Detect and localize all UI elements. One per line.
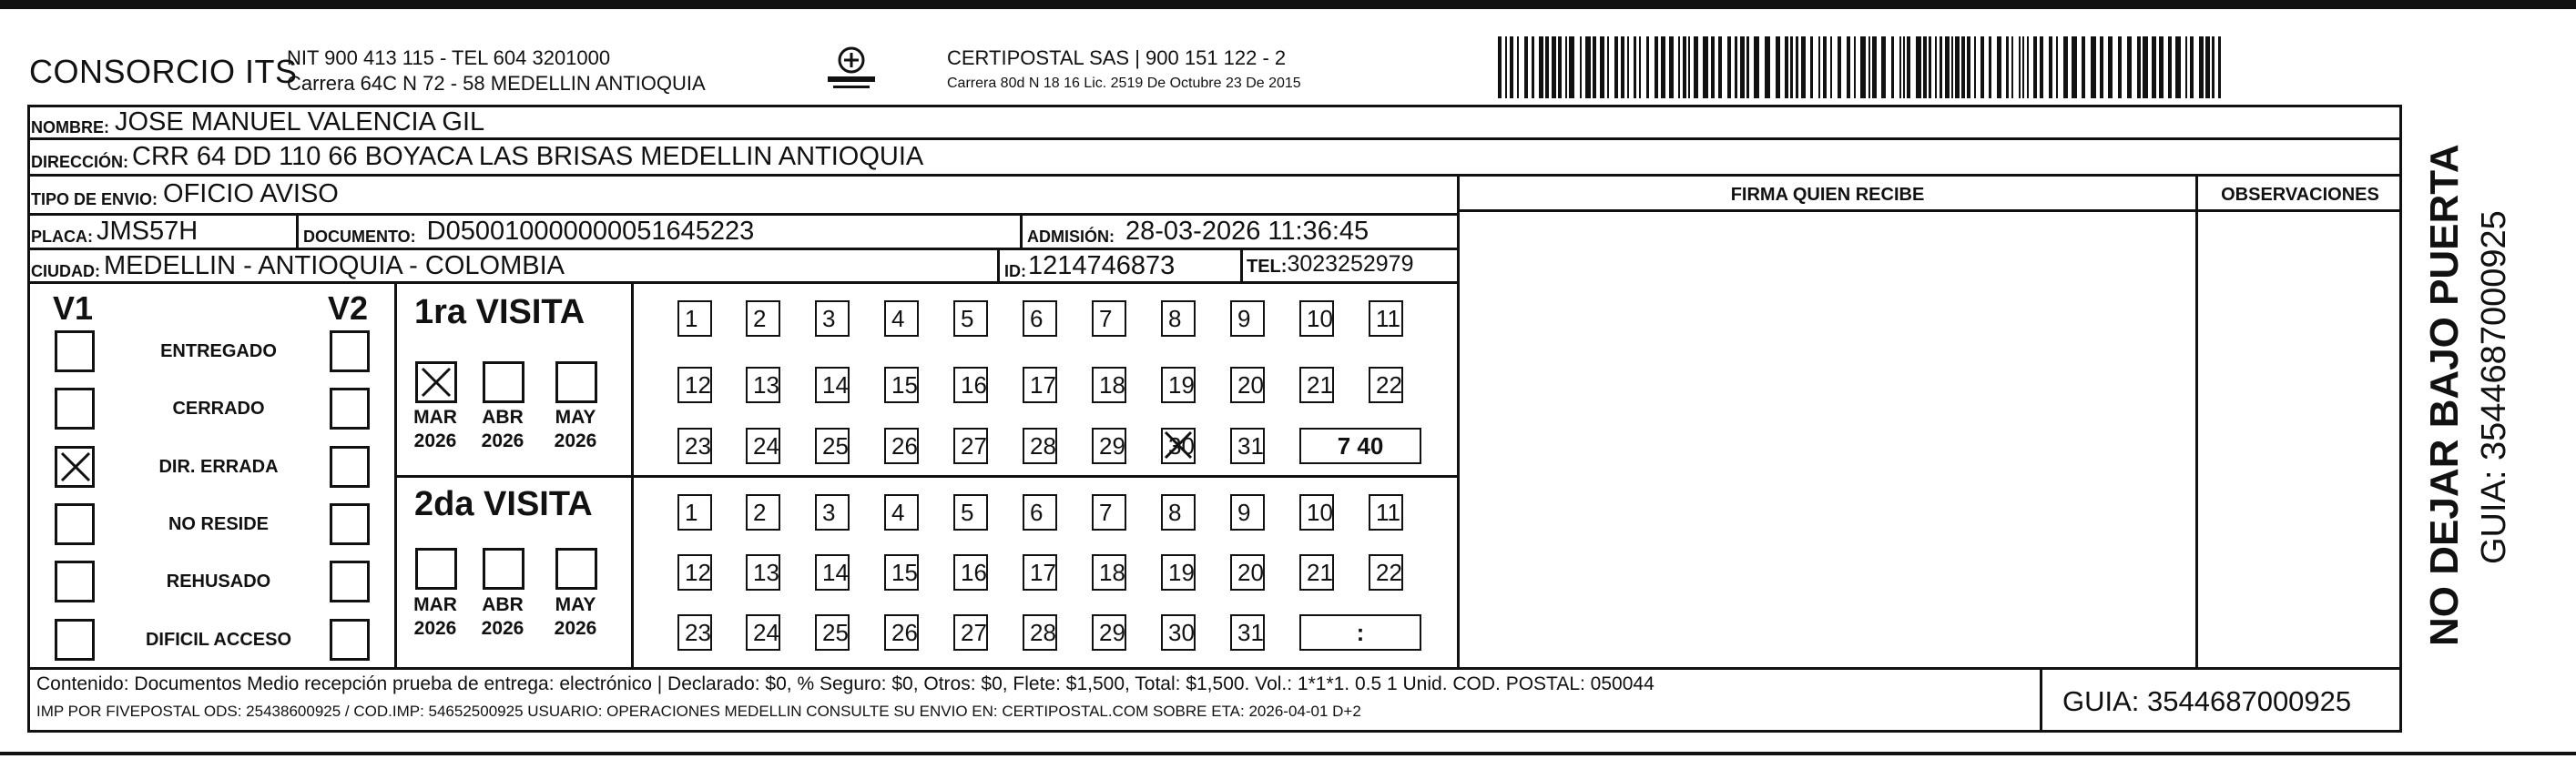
month-year: 2026 — [481, 430, 524, 451]
month-name: MAR — [413, 594, 457, 615]
day-box: 3 — [815, 494, 850, 531]
company-name: CONSORCIO ITS — [29, 53, 298, 90]
day-box: 18 — [1092, 554, 1126, 591]
day-box: 11 — [1369, 494, 1403, 531]
day-box: 6 — [1023, 494, 1057, 531]
day-box: 4 — [884, 494, 919, 531]
day-box: 2 — [746, 300, 780, 337]
company-nit: NIT 900 413 115 - TEL 604 3201000 — [287, 46, 611, 69]
cell-divider — [997, 248, 1000, 281]
v2-checkbox — [330, 503, 370, 545]
day-box: 2 — [746, 494, 780, 531]
month-checkbox — [415, 361, 457, 403]
direccion-row — [31, 142, 923, 172]
day-box: 7 — [1092, 300, 1126, 337]
day-box: 15 — [884, 367, 919, 403]
ciudad-cell — [31, 251, 565, 281]
v2-checkbox — [330, 446, 370, 488]
top-border — [0, 0, 2576, 9]
month-name: MAY — [555, 407, 596, 428]
month-name: ABR — [482, 407, 524, 428]
day-box: 24 — [746, 614, 780, 651]
id-value: 1214746873 — [1028, 251, 1176, 280]
day-box: 8 — [1161, 300, 1196, 337]
status-label: CERRADO — [172, 399, 265, 419]
v1-checkbox — [55, 561, 95, 602]
month-label — [548, 406, 603, 453]
footer-imp: IMP POR FIVEPOSTAL ODS: 25438600925 / COD.IMP: 54652500925 USUARIO: OPERACIONES MEDELLIN CONSULTE SU ENVIO EN: CERTIPOSTAL.COM SOBRE ETA: 2026-04-01 D+2 — [36, 703, 1361, 720]
day-box: 7 — [1092, 494, 1126, 531]
month-year: 2026 — [554, 618, 597, 639]
x-check-mark — [1163, 430, 1194, 460]
x-check-mark — [59, 450, 92, 483]
day-box: 27 — [953, 428, 988, 464]
month-year: 2026 — [481, 618, 524, 639]
tel-label: TEL: — [1247, 257, 1288, 277]
day-box: 19 — [1161, 554, 1196, 591]
observaciones-header: OBSERVACIONES — [2221, 185, 2379, 205]
month-day-divider — [631, 281, 634, 667]
nombre-value: JOSE MANUEL VALENCIA GIL — [115, 107, 485, 137]
month-checkbox — [555, 548, 597, 590]
tipo-envio-label: TIPO DE ENVIO: — [31, 190, 158, 208]
day-box: 31 — [1230, 428, 1265, 464]
month-year: 2026 — [413, 618, 457, 639]
day-box: 5 — [953, 300, 988, 337]
id-label: ID: — [1004, 262, 1026, 280]
day-box: 27 — [953, 614, 988, 651]
day-box: 28 — [1023, 428, 1057, 464]
day-box: 20 — [1230, 554, 1265, 591]
month-label — [408, 406, 463, 453]
v2-header: V2 — [328, 289, 369, 327]
status-label: NO RESIDE — [168, 514, 270, 534]
day-box: 23 — [677, 614, 712, 651]
time-box: 7 40 — [1299, 428, 1421, 464]
day-box: 29 — [1092, 614, 1126, 651]
no-dejar-bajo-puerta-notice: NO DEJAR BAJO PUERTA — [2422, 144, 2467, 646]
day-box: 29 — [1092, 428, 1126, 464]
day-box: 3 — [815, 300, 850, 337]
status-visit-divider — [394, 281, 397, 667]
v1-header: V1 — [53, 289, 94, 327]
day-box: 9 — [1230, 300, 1265, 337]
month-year: 2026 — [554, 430, 597, 451]
v2-checkbox — [330, 330, 370, 372]
documento-cell — [303, 217, 754, 247]
footer-content: Contenido: Documentos Medio recepción prueba de entrega: electrónico | Declarado: $0, % Seguro: $0, Otros: $0, Flete: $1,500, Total: $1,500. Vol.: 1*1*1. 0.5 1 Unid. COD. POSTAL: 050044 — [36, 673, 1655, 694]
day-box: 30 — [1161, 428, 1196, 464]
column-divider — [1457, 177, 1460, 669]
v1-checkbox — [55, 503, 95, 545]
cell-divider — [1020, 213, 1023, 248]
month-label — [548, 593, 603, 641]
month-label — [475, 406, 530, 453]
day-box: 25 — [815, 428, 850, 464]
cell-divider — [1240, 248, 1243, 281]
column-header-divider — [1457, 209, 2402, 212]
row-divider — [27, 213, 1457, 216]
day-box: 4 — [884, 300, 919, 337]
v2-checkbox — [330, 561, 370, 602]
documento-label: DOCUMENTO: — [303, 228, 416, 246]
day-box: 14 — [815, 554, 850, 591]
nombre-row — [31, 107, 484, 137]
v1-checkbox — [55, 619, 95, 661]
month-label — [408, 593, 463, 641]
id-cell — [1004, 251, 1175, 281]
day-box: 13 — [746, 367, 780, 403]
day-box: 22 — [1369, 554, 1403, 591]
day-box: 17 — [1023, 554, 1057, 591]
day-box: 24 — [746, 428, 780, 464]
day-box: 26 — [884, 614, 919, 651]
v1-checkbox — [55, 446, 95, 488]
row-divider — [27, 137, 2402, 140]
month-year: 2026 — [413, 430, 457, 451]
day-box: 25 — [815, 614, 850, 651]
day-box: 11 — [1369, 300, 1403, 337]
certipostal-nit: CERTIPOSTAL SAS | 900 151 122 - 2 — [947, 46, 1287, 69]
direccion-value: CRR 64 DD 110 66 BOYACA LAS BRISAS MEDELLIN ANTIOQUIA — [132, 142, 924, 171]
x-check-mark — [420, 366, 453, 399]
tipo-envio-value: OFICIO AVISO — [163, 179, 339, 208]
side-guia-number: GUIA: 3544687000925 — [2475, 210, 2513, 564]
barcode — [1498, 36, 2222, 98]
month-label — [475, 593, 530, 641]
row-divider — [27, 281, 1457, 284]
v2-checkbox — [330, 388, 370, 430]
v1-checkbox — [55, 388, 95, 430]
day-box: 10 — [1299, 300, 1334, 337]
day-box: 10 — [1299, 494, 1334, 531]
day-box: 19 — [1161, 367, 1196, 403]
month-name: MAY — [555, 594, 596, 615]
admision-label: ADMISIÓN: — [1027, 228, 1115, 246]
guia-number: GUIA: 3544687000925 — [2062, 685, 2352, 717]
firma-header: FIRMA QUIEN RECIBE — [1730, 185, 1925, 205]
day-box: 18 — [1092, 367, 1126, 403]
day-box: 17 — [1023, 367, 1057, 403]
tel-value: 3023252979 — [1287, 251, 1414, 277]
admision-value: 28-03-2026 11:36:45 — [1125, 217, 1369, 246]
day-box: 20 — [1230, 367, 1265, 403]
v2-checkbox — [330, 619, 370, 661]
month-name: MAR — [413, 407, 457, 428]
status-label: ENTREGADO — [160, 341, 277, 361]
status-label: REHUSADO — [166, 572, 271, 592]
first-visit-title: 1ra VISITA — [414, 293, 585, 331]
status-label: DIFICIL ACCESO — [145, 630, 291, 650]
direccion-label: DIRECCIÓN: — [31, 153, 128, 171]
company-info — [287, 46, 706, 96]
certipostal-info — [947, 46, 1301, 96]
month-checkbox — [483, 361, 524, 403]
month-checkbox — [415, 548, 457, 590]
day-box: 31 — [1230, 614, 1265, 651]
day-box: 1 — [677, 494, 712, 531]
day-box: 30 — [1161, 614, 1196, 651]
day-box: 21 — [1299, 554, 1334, 591]
day-box: 6 — [1023, 300, 1057, 337]
company-address: Carrera 64C N 72 - 58 MEDELLIN ANTIOQUIA — [287, 72, 706, 95]
day-box: 1 — [677, 300, 712, 337]
month-checkbox — [483, 548, 524, 590]
ciudad-value: MEDELLIN - ANTIOQUIA - COLOMBIA — [104, 251, 565, 280]
tipo-envio-row — [31, 179, 339, 209]
second-visit-title: 2da VISITA — [414, 485, 593, 523]
day-box: 13 — [746, 554, 780, 591]
placa-cell — [31, 217, 198, 247]
day-box: 28 — [1023, 614, 1057, 651]
day-box: 15 — [884, 554, 919, 591]
day-box: 16 — [953, 554, 988, 591]
month-checkbox — [555, 361, 597, 403]
time-box: : — [1299, 614, 1421, 651]
day-box: 16 — [953, 367, 988, 403]
row-divider — [27, 174, 2402, 177]
day-box: 22 — [1369, 367, 1403, 403]
admision-cell — [1027, 217, 1369, 247]
bottom-border — [0, 752, 2576, 755]
day-box: 8 — [1161, 494, 1196, 531]
day-box: 5 — [953, 494, 988, 531]
certipostal-address: Carrera 80d N 18 16 Lic. 2519 De Octubre 23 De 2015 — [947, 76, 1301, 91]
v1-checkbox — [55, 330, 95, 372]
column-divider — [2195, 177, 2198, 669]
day-box: 23 — [677, 428, 712, 464]
month-name: ABR — [482, 594, 524, 615]
day-box: 26 — [884, 428, 919, 464]
nombre-label: NOMBRE: — [31, 118, 109, 137]
certipostal-logo-icon — [824, 40, 879, 95]
placa-label: PLACA: — [31, 228, 93, 246]
guia-box — [2040, 669, 2399, 731]
visit-divider — [397, 475, 1457, 478]
day-box: 9 — [1230, 494, 1265, 531]
day-box: 12 — [677, 367, 712, 403]
placa-value: JMS57H — [97, 217, 199, 246]
ciudad-label: CIUDAD: — [31, 262, 100, 280]
documento-value: D050010000000051645223 — [426, 217, 755, 246]
status-label: DIR. ERRADA — [158, 457, 279, 477]
tel-cell — [1247, 251, 1413, 278]
day-box: 14 — [815, 367, 850, 403]
cell-divider — [296, 213, 299, 248]
day-box: 21 — [1299, 367, 1334, 403]
day-box: 12 — [677, 554, 712, 591]
